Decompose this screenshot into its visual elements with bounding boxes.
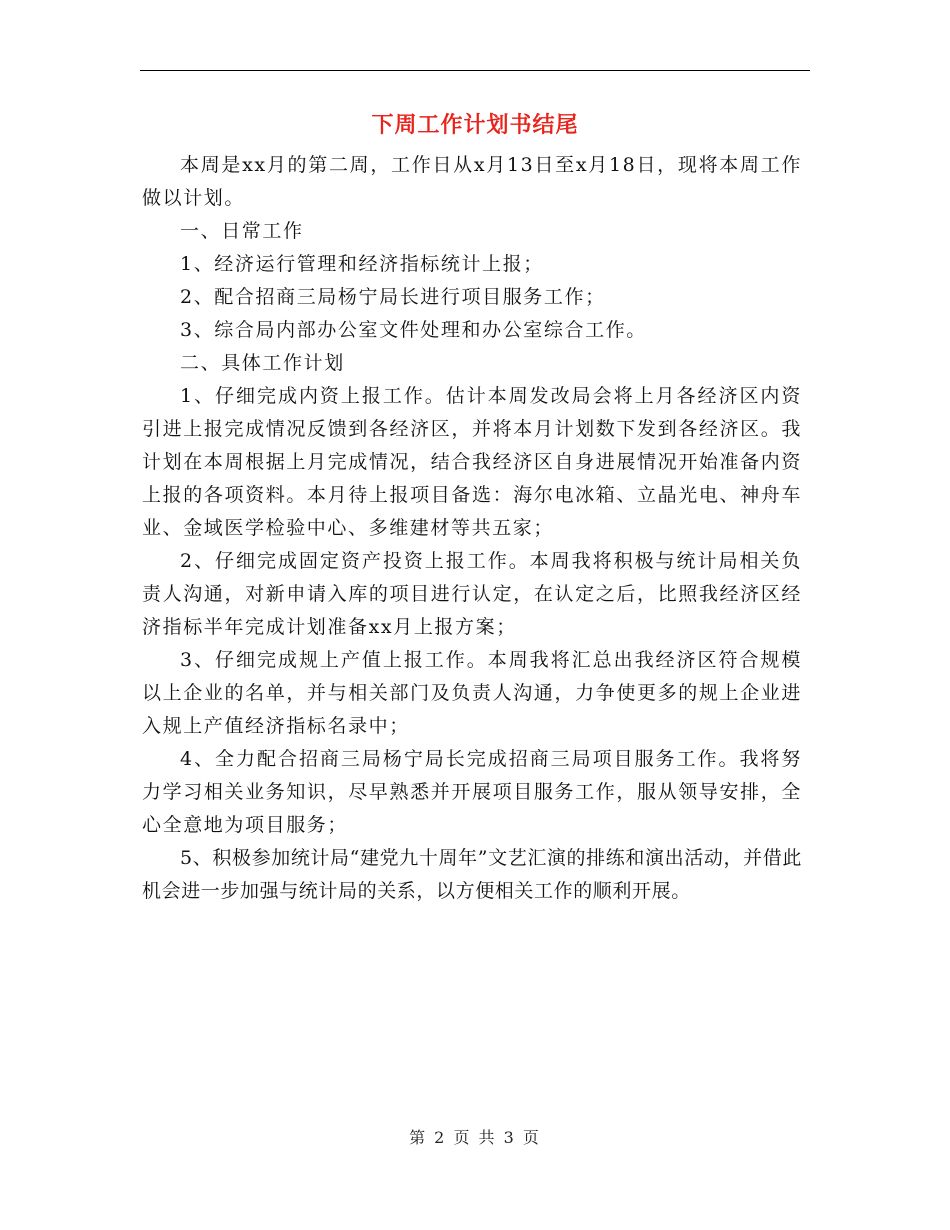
section-heading-specific-plan: 二、具体工作计划 (180, 352, 345, 374)
document-body (142, 149, 802, 908)
plan-item-1: 1、仔细完成内资上报工作。估计本周发改局会将上月各经济区内资引进上报完成情况反馈到各经济区，并将本月计划数下发到各经济区。我计划在本周根据上月完成情况，结合我经济区自身进展情况开始准备内资上报的各项资料。本月待上报项目备选：海尔电冰箱、立晶光电、神舟车业、金域医学检验中心、多维建材等共五家； (142, 385, 802, 539)
page-number: 第 2 页 共 3 页 (409, 1128, 541, 1147)
plan-item-2: 2、仔细完成固定资产投资上报工作。本周我将积极与统计局相关负责人沟通，对新申请入库的项目进行认定，在认定之后，比照我经济区经济指标半年完成计划准备xx月上报方案； (142, 550, 802, 638)
daily-work-item-1: 1、经济运行管理和经济指标统计上报； (180, 253, 544, 275)
section-heading-daily-work: 一、日常工作 (180, 220, 304, 242)
plan-item-5: 5、积极参加统计局“建党九十周年”文艺汇演的排练和演出活动，并借此机会进一步加强与统计局的关系，以方便相关工作的顺利开展。 (142, 847, 802, 902)
daily-work-item-3: 3、综合局内部办公室文件处理和办公室综合工作。 (180, 319, 647, 341)
document-title: 下周工作计划书结尾 (371, 112, 579, 138)
plan-item-3: 3、仔细完成规上产值上报工作。本周我将汇总出我经济区符合规模以上企业的名单，并与相关部门及负责人沟通，力争使更多的规上企业进入规上产值经济指标名录中； (142, 649, 802, 737)
intro-paragraph: 本周是xx月的第二周，工作日从x月13日至x月18日，现将本周工作做以计划。 (142, 154, 802, 209)
plan-item-4: 4、全力配合招商三局杨宁局长完成招商三局项目服务工作。我将努力学习相关业务知识，尽早熟悉并开展项目服务工作，服从领导安排，全心全意地为项目服务； (142, 748, 802, 836)
header-rule (140, 70, 810, 71)
daily-work-item-2: 2、配合招商三局杨宁局长进行项目服务工作； (180, 286, 606, 308)
